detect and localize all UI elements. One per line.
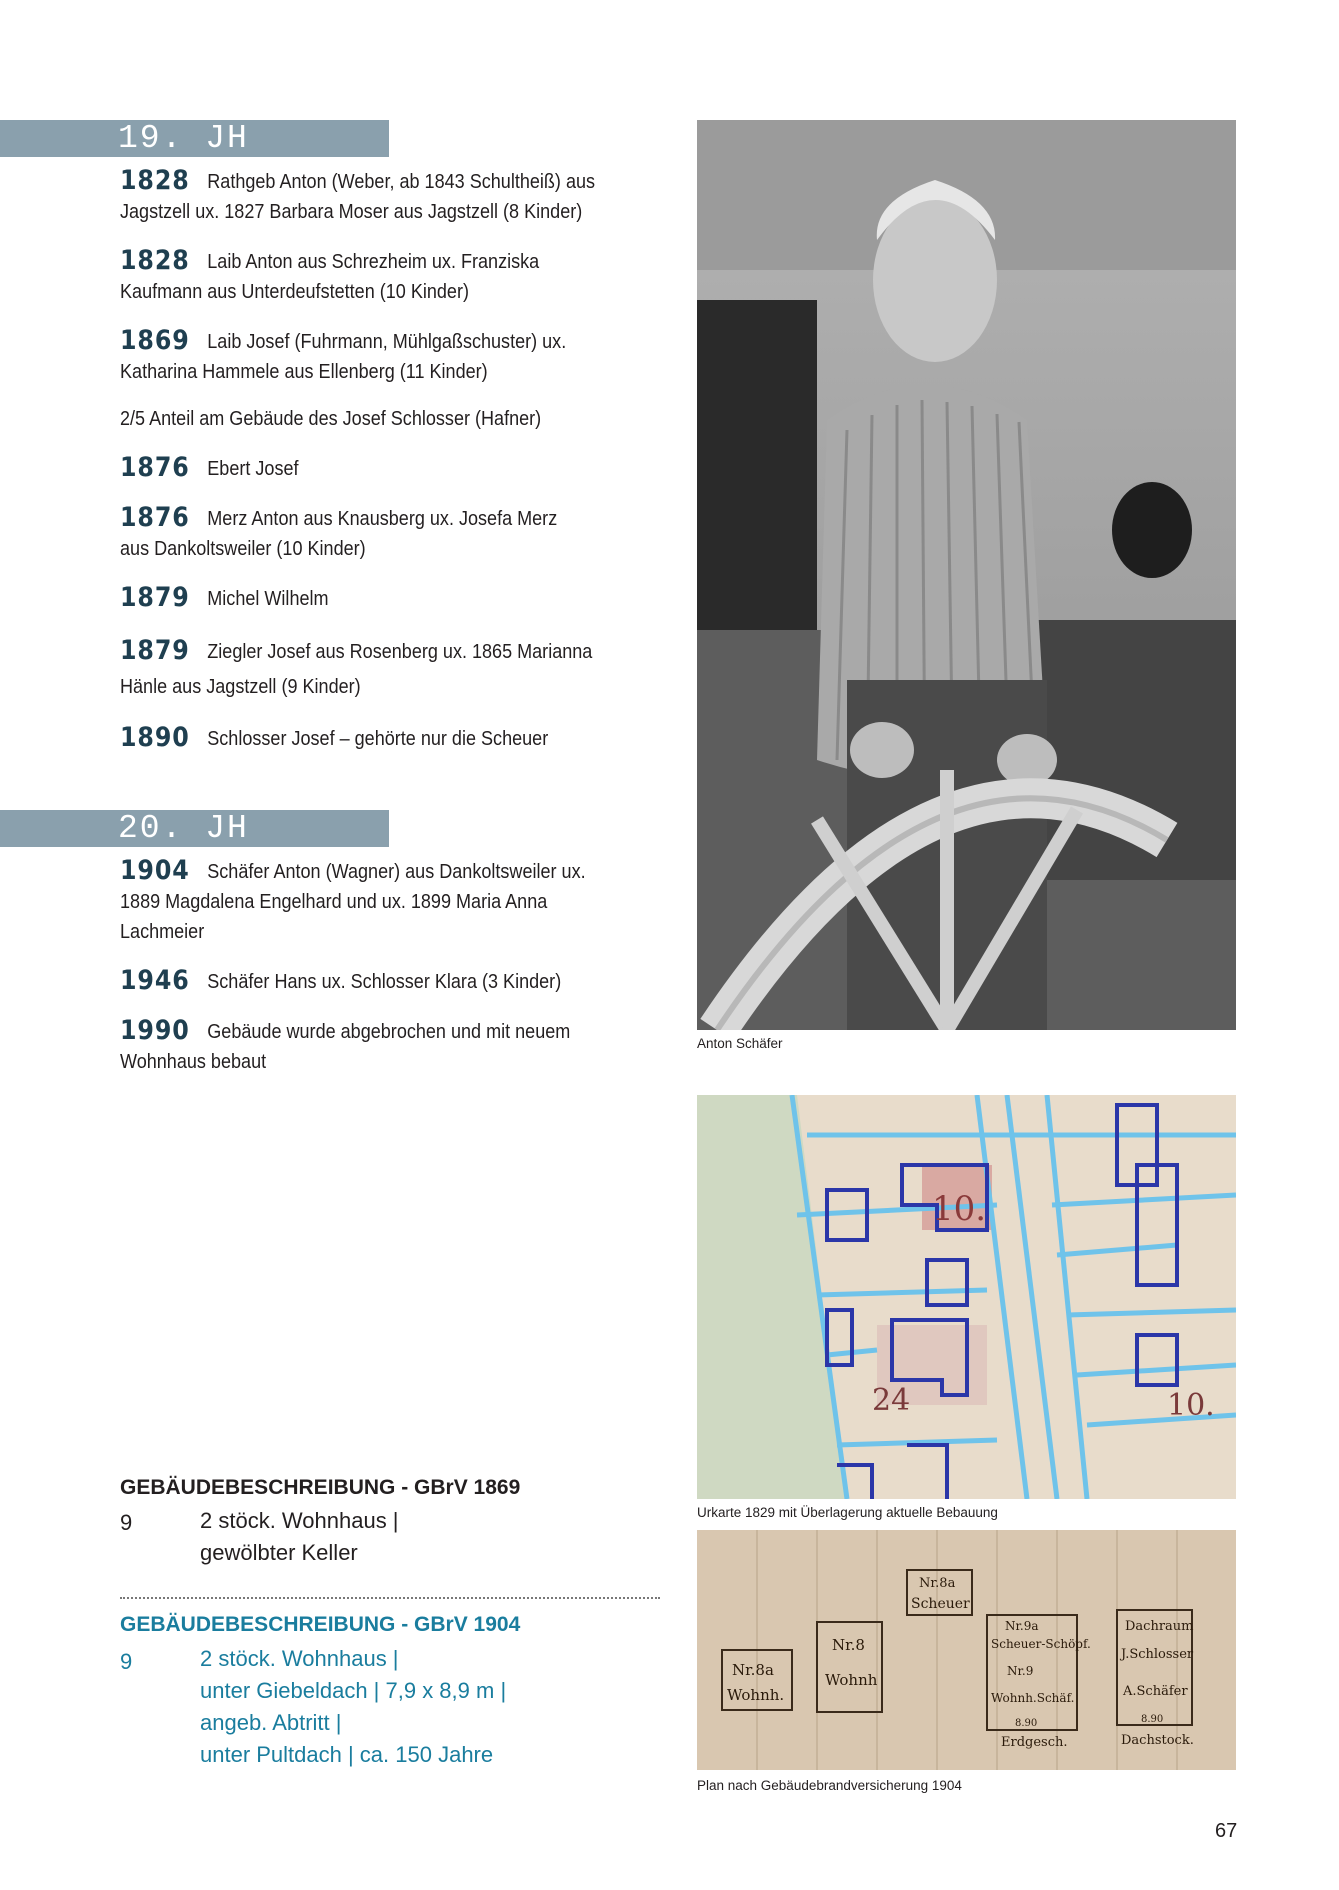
description-1869-number: 9 xyxy=(120,1510,133,1535)
entry-year: 1904 xyxy=(120,855,190,886)
entry-year: 1869 xyxy=(120,325,190,356)
plan-label: Nr.8 xyxy=(832,1636,865,1654)
dotted-divider xyxy=(120,1597,660,1599)
portrait-photo xyxy=(697,120,1236,1030)
section-title: 20. JH xyxy=(118,810,249,847)
map-caption: Urkarte 1829 mit Überlagerung aktuelle Bebauung xyxy=(697,1505,998,1520)
entry xyxy=(120,326,600,387)
urkarte-map xyxy=(697,1095,1236,1499)
page-number: 67 xyxy=(1215,1820,1238,1842)
plan-label: Scheuer xyxy=(911,1596,970,1612)
entry-text: Laib Josef (Fuhrmann, Mühlgaßschuster) ux. Katharina Hammele aus Ellenberg (11 Kinder) xyxy=(120,330,567,383)
description-1904-number: 9 xyxy=(120,1649,133,1674)
entry xyxy=(120,1016,586,1077)
entry xyxy=(120,246,586,307)
plan-label: Wohnh. xyxy=(727,1686,785,1704)
entry-text: Ebert Josef xyxy=(207,457,299,480)
entry-year: 1828 xyxy=(120,245,190,276)
section-title: 19. JH xyxy=(118,120,249,157)
plan-label: A.Schäfer xyxy=(1123,1684,1188,1699)
entry-text: Ziegler Josef aus Rosenberg ux. 1865 Marianna Hänle aus Jagstzell (9 Kinder) xyxy=(120,640,593,698)
entry-year: 1879 xyxy=(120,582,190,613)
plan-label: Wohnh xyxy=(825,1671,878,1689)
plan-label: Dachstock. xyxy=(1121,1733,1194,1748)
entry xyxy=(120,723,657,754)
entry-text: Merz Anton aus Knausberg ux. Josefa Merz aus Dankoltsweiler (10 Kinder) xyxy=(120,507,558,560)
plan-label: Nr.9 xyxy=(1007,1664,1034,1678)
entry-text: Laib Anton aus Schrezheim ux. Franziska Kaufmann aus Unterdeufstetten (10 Kinder) xyxy=(120,250,540,303)
entry xyxy=(120,404,657,434)
entry-text: Schäfer Hans ux. Schlosser Klara (3 Kinder) xyxy=(207,970,562,993)
plan-label: Scheuer-Schöpf. xyxy=(991,1637,1091,1651)
section-header-19jh xyxy=(0,120,389,157)
entry xyxy=(120,856,604,947)
entries-20jh xyxy=(120,856,660,1096)
entry-year: 1890 xyxy=(120,722,190,753)
brandversicherung-plan xyxy=(697,1530,1236,1770)
plan-label: J.Schlosser xyxy=(1121,1647,1194,1662)
map-label: 24 xyxy=(872,1383,911,1418)
entry xyxy=(120,166,600,227)
plan-label: 8.90 xyxy=(1141,1714,1164,1725)
description-line: 2 stöck. Wohnhaus | xyxy=(200,1508,399,1533)
plan-label: Nr.9a xyxy=(1005,1619,1039,1633)
entry-text: 2/5 Anteil am Gebäude des Josef Schlosser (Hafner) xyxy=(120,407,542,430)
entry-text: Gebäude wurde abgebrochen und mit neuem Wohnhaus bebaut xyxy=(120,1020,571,1073)
entry-year: 1990 xyxy=(120,1015,190,1046)
entry-text: Schlosser Josef – gehörte nur die Scheuer xyxy=(207,727,549,750)
entry xyxy=(120,453,657,484)
description-line: angeb. Abtritt | xyxy=(200,1710,342,1735)
description-line: unter Pultdach | ca. 150 Jahre xyxy=(200,1742,494,1767)
entry-text: Rathgeb Anton (Weber, ab 1843 Schultheiß) aus Jagstzell ux. 1827 Barbara Moser aus Jagstzell (8 Kinder) xyxy=(120,170,596,223)
entry-text: Michel Wilhelm xyxy=(207,587,329,610)
entry xyxy=(120,503,586,564)
entry xyxy=(120,633,604,704)
plan-label: Nr.8a xyxy=(732,1661,774,1679)
map-label: 10. xyxy=(1167,1388,1215,1423)
section-header-20jh xyxy=(0,810,389,847)
entries-19jh xyxy=(120,166,660,773)
description-line: 2 stöck. Wohnhaus | xyxy=(200,1646,399,1671)
entry-year: 1876 xyxy=(120,502,190,533)
entry-year: 1828 xyxy=(120,165,190,196)
plan-caption: Plan nach Gebäudebrandversicherung 1904 xyxy=(697,1778,962,1793)
description-1869-title: GEBÄUDEBESCHREIBUNG - GBrV 1869 xyxy=(120,1476,521,1499)
description-1904-title: GEBÄUDEBESCHREIBUNG - GBrV 1904 xyxy=(120,1613,521,1636)
plan-label: 8.90 xyxy=(1015,1718,1038,1729)
entry-year: 1946 xyxy=(120,965,190,996)
entry-text: Schäfer Anton (Wagner) aus Dankoltsweiler ux. 1889 Magdalena Engelhard und ux. 1899 Maria Anna Lachmeier xyxy=(120,860,586,943)
description-line: gewölbter Keller xyxy=(200,1540,358,1565)
description-line: unter Giebeldach | 7,9 x 8,9 m | xyxy=(200,1678,507,1703)
description-1904-text xyxy=(200,1643,506,1771)
plan-label: Dachraum xyxy=(1125,1619,1194,1634)
entry-year: 1879 xyxy=(120,635,190,666)
entry xyxy=(120,583,657,614)
map-label: 10. xyxy=(932,1189,987,1229)
plan-label: Erdgesch. xyxy=(1001,1735,1068,1750)
photo-caption: Anton Schäfer xyxy=(697,1036,783,1051)
description-1869-text xyxy=(200,1505,399,1569)
plan-label: Nr.8a xyxy=(919,1576,956,1591)
entry-year: 1876 xyxy=(120,452,190,483)
plan-label: Wohnh.Schäf. xyxy=(991,1691,1075,1705)
entry xyxy=(120,966,657,997)
